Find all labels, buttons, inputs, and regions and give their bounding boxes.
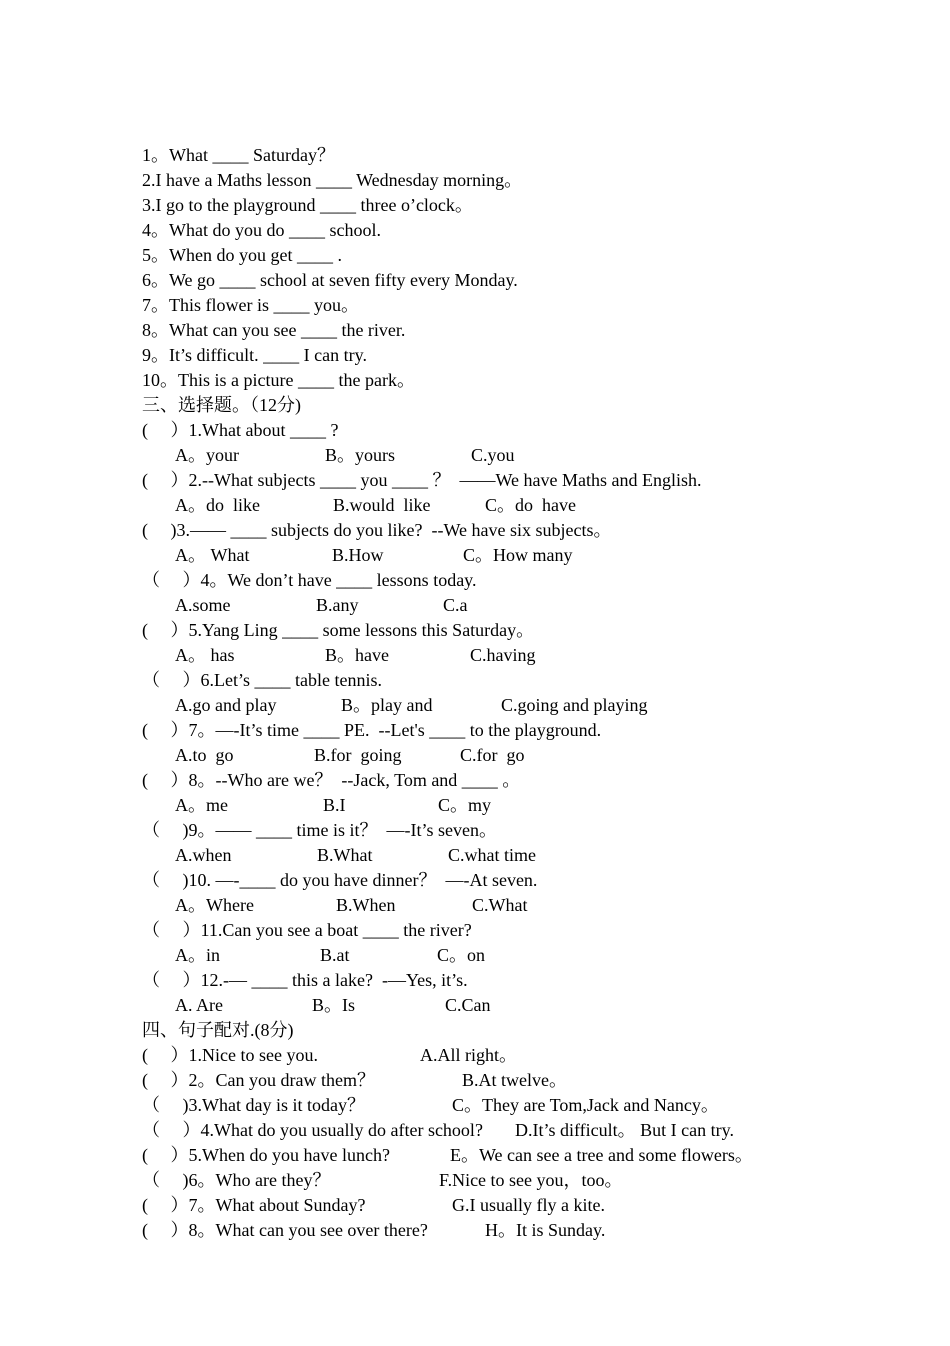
option-b: B.When [336,895,396,915]
option-b: B。Is [312,995,356,1015]
section-heading: 四、句子配对.(8分) [142,1020,294,1040]
option-row [0,643,536,668]
option-c: C.for go [460,745,525,765]
match-question: （ ）4.What do you usually do after school? [142,1120,483,1140]
match-answer: B.At twelve。 [462,1070,567,1090]
option-row [0,593,468,618]
question-stem: （ ）6.Let’s ____ table tennis. [142,670,382,690]
option-a: A.to go [175,745,234,765]
match-question: ( ）5.When do you have lunch? [142,1145,390,1165]
option-row [0,793,492,818]
option-b: B。yours [325,445,396,465]
question-stem: ( ）5.Yang Ling ____ some lessons this Saturday。 [142,620,535,640]
blank-item: 4。What do you do ____ school. [142,220,381,240]
option-b: B.What [317,845,373,865]
question-stem: ( ）2.--What subjects ____ you ____ ？ ——We have Maths and English. [142,470,702,490]
option-c: C.going and playing [501,695,648,715]
match-question: （ )3.What day is it today？ [142,1095,365,1115]
option-a: A。your [175,445,239,465]
section-heading: 三、选择题。（12分) [142,395,301,415]
option-c: C。How many [463,545,573,565]
option-row [0,693,648,718]
match-question: ( ）2。Can you draw them？ [142,1070,375,1090]
option-c: C.what time [448,845,536,865]
blank-item: 5。When do you get ____ . [142,245,342,265]
option-c: C。my [438,795,492,815]
option-b: B.I [323,795,346,815]
match-answer: E。We can see a tree and some flowers。 [450,1145,753,1165]
question-stem: （ )9。—— ____ time is it？ —-It’s seven。 [142,820,497,840]
question-stem: ( ）1.What about ____ ? [142,420,339,440]
option-c: C.you [471,445,515,465]
option-b: B。have [325,645,389,665]
question-stem: ( ）8。--Who are we？ --Jack, Tom and ____ 。 [142,770,521,790]
option-row [0,993,491,1018]
option-a: A.when [175,845,232,865]
option-row [0,843,536,868]
question-stem: （ )10. —-____ do you have dinner？ —-At seven. [142,870,538,890]
option-b: B。play and [341,695,433,715]
question-stem: ( ）7。—-It’s time ____ PE. --Let's ____ to the playground. [142,720,602,740]
option-c: C.Can [445,995,491,1015]
blank-item: 10。This is a picture ____ the park。 [142,370,415,390]
match-question: （ )6。Who are they？ [142,1170,331,1190]
match-answer: F.Nice to see you，too。 [439,1170,623,1190]
match-answer: D.It’s difficult。 But I can try. [515,1120,734,1140]
match-answer: C。They are Tom,Jack and Nancy。 [452,1095,719,1115]
question-stem: （ ）4。We don’t have ____ lessons today. [142,570,477,590]
option-c: C。do have [485,495,576,515]
option-a: A。 has [175,645,235,665]
blank-item: 7。This flower is ____ you。 [142,295,359,315]
option-b: B.How [332,545,384,565]
match-answer: G.I usually fly a kite. [452,1195,605,1215]
option-a: A.some [175,595,231,615]
question-stem: （ ）12.-— ____ this a lake? -—Yes, it’s. [142,970,468,990]
option-b: B.any [316,595,359,615]
option-a: A.go and play [175,695,277,715]
option-c: C.a [443,595,468,615]
option-c: C.having [470,645,536,665]
option-row [0,743,525,768]
option-row [0,443,515,468]
option-row [0,543,573,568]
option-b: B.at [320,945,350,965]
option-a: A。in [175,945,220,965]
option-row [0,493,576,518]
blank-item: 9。It’s difficult. ____ I can try. [142,345,367,365]
option-a: A。Where [175,895,254,915]
option-b: B.would like [333,495,431,515]
question-stem: ( )3.—— ____ subjects do you like? --We have six subjects。 [142,520,612,540]
option-row [0,943,486,968]
option-c: C。on [437,945,486,965]
match-question: ( ）1.Nice to see you. [142,1045,318,1065]
match-answer: H。It is Sunday. [485,1220,606,1240]
option-b: B.for going [314,745,402,765]
option-c: C.What [472,895,528,915]
match-answer: A.All right。 [420,1045,517,1065]
match-question: ( ）8。What can you see over there? [142,1220,428,1240]
option-a: A. Are [175,995,223,1015]
option-a: A。 What [175,545,250,565]
blank-item: 2.I have a Maths lesson ____ Wednesday morning。 [142,170,523,190]
option-a: A。do like [175,495,260,515]
blank-item: 6。We go ____ school at seven fifty every Monday. [142,270,518,290]
match-question: ( ）7。What about Sunday? [142,1195,366,1215]
option-row [0,893,528,918]
option-a: A。me [175,795,228,815]
blank-item: 1。What ____ Saturday？ [142,145,335,165]
blank-item: 3.I go to the playground ____ three o’clock。 [142,195,473,215]
blank-item: 8。What can you see ____ the river. [142,320,406,340]
question-stem: （ ）11.Can you see a boat ____ the river? [142,920,472,940]
